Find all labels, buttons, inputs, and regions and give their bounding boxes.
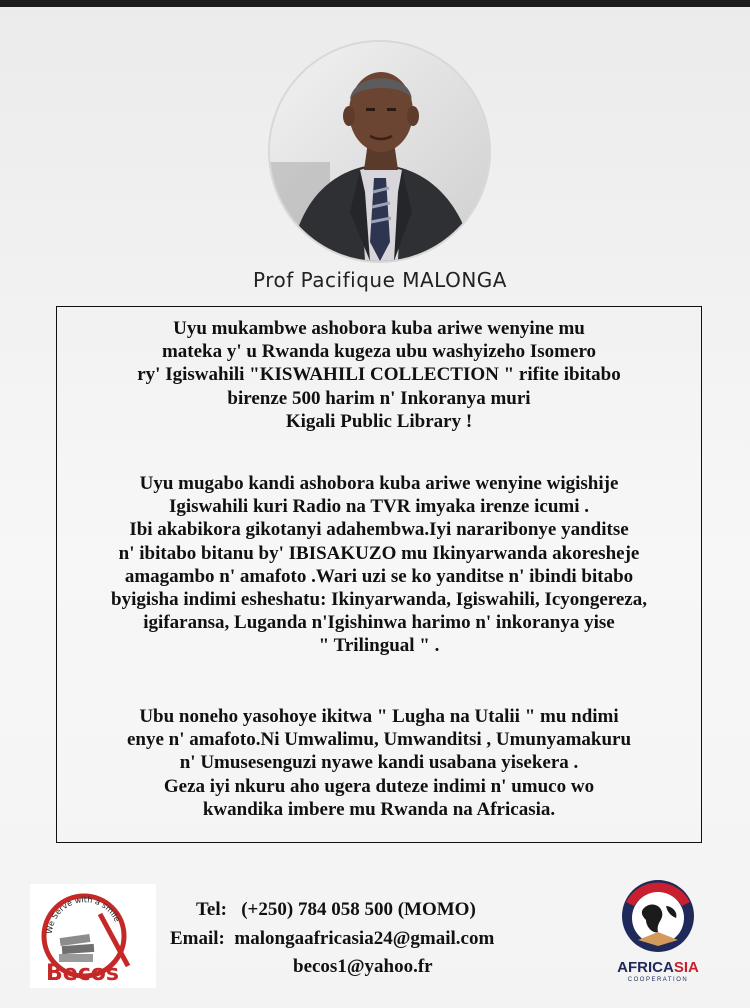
bio-line: Geza iyi nkuru aho ugera duteze indimi n' umuco wo bbox=[163, 775, 595, 797]
email-primary: malongaafricasia24@gmail.com bbox=[234, 927, 495, 949]
top-bar bbox=[0, 0, 750, 7]
bio-line: enye n' amafoto.Ni Umwalimu, Umwanditsi , Umunyamakuru bbox=[126, 729, 632, 751]
profile-photo bbox=[270, 42, 489, 261]
phone-number: (+250) 784 058 500 (MOMO) bbox=[241, 899, 476, 920]
becos-slogan: We Serve with a smile bbox=[44, 895, 122, 935]
bio-line: Igiswahili kuri Radio na TVR imyaka irenze icumi . bbox=[169, 496, 589, 518]
bio-paragraph-2 bbox=[57, 472, 701, 658]
bio-line: Uyu mukambwe ashobora kuba ariwe wenyine mu bbox=[173, 318, 585, 339]
email-label: Email: bbox=[170, 927, 225, 949]
bio-line: kwandika imbere mu Rwanda na Africasia. bbox=[202, 798, 556, 820]
bio-line: Uyu mugabo kandi ashobora kuba ariwe wenyine wigishije bbox=[139, 473, 619, 494]
bio-paragraph-1 bbox=[57, 317, 701, 433]
email-secondary-row bbox=[160, 953, 600, 982]
bio-line: amagambo n' amafoto .Wari uzi se ko yanditse n' ibindi bitabo bbox=[124, 565, 634, 587]
bio-line: igifaransa, Luganda n'Igishinwa harimo n' inkoranya yise bbox=[143, 612, 615, 634]
bio-line: n' ibitabo bitanu by' IBISAKUZO mu Ikinyarwanda akoresheje bbox=[118, 542, 640, 564]
tel-label: Tel: bbox=[196, 899, 227, 920]
bio-line: " Trilingual " . bbox=[318, 635, 440, 657]
africasia-tagline: COOPERATION bbox=[627, 977, 689, 983]
africasia-wordmark: AFRICASIA bbox=[617, 959, 699, 976]
bio-line: mateka y' u Rwanda kugeza ubu washyizeho Isomero bbox=[161, 341, 597, 363]
bio-box bbox=[56, 306, 702, 843]
phone-row bbox=[160, 896, 600, 925]
bio-paragraph-3 bbox=[57, 705, 701, 821]
becos-wordmark: Becos bbox=[46, 961, 119, 986]
becos-logo bbox=[30, 884, 156, 988]
bio-line: byigisha indimi esheshatu: Ikinyarwanda, Igiswahili, Icyongereza, bbox=[111, 589, 647, 611]
bio-line: Kigali Public Library ! bbox=[285, 410, 473, 432]
profile-name: Prof Pacifique MALONGA bbox=[253, 268, 507, 292]
email-secondary: becos1@yahoo.fr bbox=[293, 956, 433, 977]
bio-line: Ubu noneho yasohoye ikitwa " Lugha na Utalii " mu ndimi bbox=[139, 706, 619, 727]
bio-line: ry' Igiswahili "KISWAHILI COLLECTION " rifite ibitabo bbox=[137, 364, 621, 386]
contact-block bbox=[160, 896, 600, 982]
bio-line: n' Umusesenguzi nyawe kandi usabana yisekera . bbox=[179, 752, 579, 774]
bio-line: birenze 500 harim n' Inkoranya muri bbox=[227, 387, 531, 409]
email-row bbox=[160, 925, 600, 954]
bio-line: Ibi akabikora gikotanyi adahembwa.Iyi nararibonye yanditse bbox=[129, 519, 629, 541]
africasia-logo bbox=[602, 872, 714, 984]
